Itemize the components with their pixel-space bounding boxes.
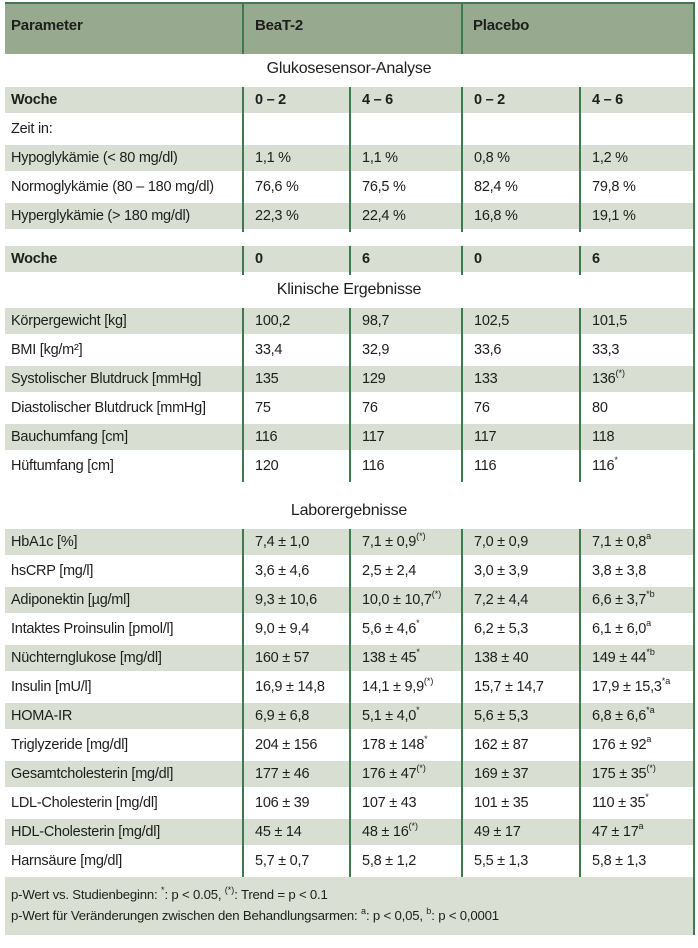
section-title: Klinische Ergebnisse [5, 275, 693, 305]
column-divider [349, 308, 351, 482]
significance-marker: * [645, 792, 649, 803]
value-cell: 169 ± 37 [474, 766, 529, 782]
value-cell: 160 ± 57 [255, 650, 310, 666]
value-cell: 5,7 ± 0,7 [255, 853, 310, 869]
value-cell: 5,6 ± 4,6* [362, 618, 420, 637]
row-label: Intaktes Proinsulin [pmol/l] [11, 621, 174, 637]
value-cell: 3,6 ± 4,6 [255, 563, 310, 579]
column-divider [461, 4, 463, 54]
row-label: Nüchternglukose [mg/dl] [11, 650, 162, 666]
significance-marker: a [646, 531, 652, 542]
value-cell: 4 – 6 [362, 92, 393, 108]
column-divider [461, 308, 463, 482]
value-cell: 118 [592, 429, 615, 445]
row-label: Körpergewicht [kg] [11, 313, 127, 329]
value-cell: 19,1 % [592, 208, 636, 224]
value-cell: 176 ± 47(*) [362, 763, 426, 782]
value-cell: 120 [255, 458, 279, 474]
row-label: BMI [kg/m²] [11, 342, 83, 358]
row-label: Gesamtcholesterin [mg/dl] [11, 766, 174, 782]
column-divider [461, 87, 463, 232]
value-cell: 116 [255, 429, 278, 445]
value-cell: $149 \pm 44^{*b}$ [592, 647, 655, 666]
row-label: hsCRP [mg/l] [11, 563, 94, 579]
value-cell: 135 [255, 371, 279, 387]
value-cell: 9,3 ± 10,6 [255, 592, 317, 608]
value-cell: 22,4 % [362, 208, 406, 224]
value-cell: 16,9 ± 14,8 [255, 679, 325, 695]
value-cell: 5,8 ± 1,2 [362, 853, 417, 869]
value-cell: $176 \pm 92^a$ [592, 734, 652, 753]
table-footnotes [5, 877, 693, 935]
value-cell: 7,4 ± 1,0 [255, 534, 310, 550]
value-cell: 33,4 [255, 342, 283, 358]
value-cell: 3,8 ± 3,8 [592, 563, 647, 579]
section-title: Laborergebnisse [5, 496, 693, 526]
table-header [5, 2, 693, 54]
value-cell: 110 ± 35* [592, 792, 649, 811]
value-cell: 0 [255, 251, 263, 267]
value-cell: 98,7 [362, 313, 390, 329]
row-label: HOMA-IR [11, 708, 73, 724]
column-divider [242, 87, 244, 232]
value-cell: 129 [362, 371, 386, 387]
column-header-placebo: Placebo [473, 17, 530, 34]
value-cell: 116 [362, 458, 385, 474]
column-divider [242, 308, 244, 482]
column-header-beat2: BeaT-2 [255, 17, 303, 34]
value-cell: 138 ± 40 [474, 650, 529, 666]
value-cell: 33,3 [592, 342, 620, 358]
row-label: Insulin [mU/l] [11, 679, 92, 695]
value-cell: $17,9 \pm 15,3^{*a}$ [592, 676, 671, 695]
value-cell: 5,6 ± 5,3 [474, 708, 529, 724]
column-divider [349, 87, 351, 232]
value-cell: 7,1 ± 0,9(*) [362, 531, 426, 550]
significance-marker: *a [646, 705, 655, 716]
section-title: Glukosesensor-Analyse [5, 54, 693, 84]
row-label: HDL-Cholesterin [mg/dl] [11, 824, 160, 840]
significance-marker: *b [646, 589, 655, 600]
value-cell: 162 ± 87 [474, 737, 529, 753]
value-cell: 0 – 2 [474, 92, 505, 108]
value-cell: 6 [592, 251, 600, 267]
value-cell: 82,4 % [474, 179, 518, 195]
value-cell: 4 – 6 [592, 92, 623, 108]
value-cell: 45 ± 14 [255, 824, 302, 840]
value-cell: $47 \pm 17^a$ [592, 821, 644, 840]
row-label: Systolischer Blutdruck [mmHg] [11, 371, 202, 387]
value-cell: 22,3 % [255, 208, 299, 224]
column-divider [579, 308, 581, 482]
significance-marker: * [416, 647, 420, 658]
significance-marker: * [614, 455, 618, 466]
value-cell: 116* [592, 455, 618, 474]
significance-marker: b [426, 905, 432, 916]
row-label: HbA1c [%] [11, 534, 78, 550]
footnote-line: p-Wert für Veränderungen zwischen den Behandlungsarmen: $^a$: p < 0,05, $^b$: p < 0,0001 [11, 905, 499, 924]
value-cell: 76 [474, 400, 490, 416]
significance-marker: * [416, 705, 420, 716]
value-cell: 0 – 2 [255, 92, 286, 108]
value-cell: 76,6 % [255, 179, 299, 195]
value-cell: 5,1 ± 4,0* [362, 705, 420, 724]
value-cell: 175 ± 35(*) [592, 763, 656, 782]
value-cell: 75 [255, 400, 271, 416]
significance-marker: (*) [423, 676, 434, 687]
table-section [5, 529, 693, 877]
value-cell: 5,8 ± 1,3 [592, 853, 647, 869]
significance-marker: a [638, 821, 644, 832]
significance-marker: (*) [646, 763, 656, 774]
column-divider [349, 529, 351, 877]
value-cell: 3,0 ± 3,9 [474, 563, 529, 579]
value-cell: 7,2 ± 4,4 [474, 592, 529, 608]
row-label: Woche [11, 251, 58, 267]
table-section [5, 246, 693, 275]
value-cell: $6,6 \pm 3,7^{*b}$ [592, 589, 655, 608]
value-cell: 6,1 ± 6,0$^a$ [592, 618, 652, 637]
significance-marker: (*) [615, 368, 625, 379]
value-cell: 48 ± 16(*) [362, 821, 419, 840]
value-cell: 15,7 ± 14,7 [474, 679, 544, 695]
value-cell: 136(*) [592, 368, 625, 387]
value-cell: 6,9 ± 6,8 [255, 708, 310, 724]
row-label: LDL-Cholesterin [mg/dl] [11, 795, 158, 811]
value-cell: 1,1 % [362, 150, 398, 166]
column-divider [579, 87, 581, 232]
value-cell: 204 ± 156 [255, 737, 318, 753]
value-cell: 177 ± 46 [255, 766, 310, 782]
value-cell: 76 [362, 400, 378, 416]
row-label: Hüftumfang [cm] [11, 458, 114, 474]
value-cell: 178 ± 148* [362, 734, 428, 753]
value-cell: 1,1 % [255, 150, 291, 166]
significance-marker: (*) [431, 589, 442, 600]
row-label: Harnsäure [mg/dl] [11, 853, 122, 869]
column-divider [579, 246, 581, 275]
value-cell: 117 [474, 429, 497, 445]
column-divider [242, 529, 244, 877]
value-cell: 9,0 ± 9,4 [255, 621, 310, 637]
results-table [5, 2, 695, 935]
value-cell: 7,0 ± 0,9 [474, 534, 529, 550]
significance-marker: * [416, 618, 420, 629]
significance-marker: (*) [408, 821, 419, 832]
column-divider [461, 529, 463, 877]
footnote-line: p-Wert vs. Studienbeginn: *: p < 0.05, (*): Trend = p < 0.1 [11, 884, 328, 902]
value-cell: 14,1 ± 9,9(*) [362, 676, 434, 695]
value-cell: 1,2 % [592, 150, 628, 166]
value-cell: 100,2 [255, 313, 291, 329]
row-label: Woche [11, 92, 58, 108]
value-cell: 6 [362, 251, 370, 267]
significance-marker: * [160, 884, 165, 895]
value-cell: 33,6 [474, 342, 502, 358]
value-cell: 10,0 ± 10,7(*) [362, 589, 442, 608]
significance-marker: a [646, 734, 652, 745]
value-cell: 106 ± 39 [255, 795, 310, 811]
value-cell: 101 ± 35 [474, 795, 529, 811]
row-label: Hypoglykämie (< 80 mg/dl) [11, 150, 178, 166]
value-cell: 0 [474, 251, 482, 267]
value-cell: 6,2 ± 5,3 [474, 621, 529, 637]
column-header-parameter: Parameter [11, 17, 83, 34]
row-label: Hyperglykämie (> 180 mg/dl) [11, 208, 191, 224]
section-gap [5, 482, 693, 496]
significance-marker: *b [646, 647, 655, 658]
section-gap [5, 232, 693, 246]
value-cell: $6,8 \pm 6,6^{*a}$ [592, 705, 655, 724]
value-cell: 138 ± 45* [362, 647, 420, 666]
row-label: Diastolischer Blutdruck [mmHg] [11, 400, 206, 416]
significance-marker: (*) [224, 884, 235, 895]
row-label: Triglyzeride [mg/dl] [11, 737, 128, 753]
value-cell: 16,8 % [474, 208, 518, 224]
value-cell: 117 [362, 429, 385, 445]
significance-marker: * [424, 734, 428, 745]
significance-marker: (*) [416, 763, 426, 774]
value-cell: 0,8 % [474, 150, 510, 166]
column-divider [242, 4, 244, 54]
column-divider [242, 246, 244, 275]
value-cell: 133 [474, 371, 498, 387]
row-label: Adiponektin [µg/ml] [11, 592, 130, 608]
significance-marker: a [360, 905, 366, 916]
significance-marker: a [646, 618, 652, 629]
value-cell: 76,5 % [362, 179, 406, 195]
row-label: Normoglykämie (80 – 180 mg/dl) [11, 179, 214, 195]
column-divider [461, 246, 463, 275]
value-cell: 101,5 [592, 313, 628, 329]
significance-marker: (*) [416, 531, 426, 542]
value-cell: 49 ± 17 [474, 824, 521, 840]
value-cell: 5,5 ± 1,3 [474, 853, 529, 869]
value-cell: 7,1 ± 0,8$^a$ [592, 531, 652, 550]
row-label: Bauchumfang [cm] [11, 429, 128, 445]
value-cell: 107 ± 43 [362, 795, 417, 811]
value-cell: 32,9 [362, 342, 390, 358]
significance-marker: *a [661, 676, 671, 687]
value-cell: 79,8 % [592, 179, 636, 195]
column-divider [349, 246, 351, 275]
value-cell: 116 [474, 458, 497, 474]
table-body [5, 54, 693, 877]
row-label: Zeit in: [11, 121, 53, 137]
table-section [5, 87, 693, 232]
table-section [5, 308, 693, 482]
value-cell: 80 [592, 400, 608, 416]
column-divider [579, 529, 581, 877]
value-cell: 2,5 ± 2,4 [362, 563, 417, 579]
value-cell: 102,5 [474, 313, 510, 329]
